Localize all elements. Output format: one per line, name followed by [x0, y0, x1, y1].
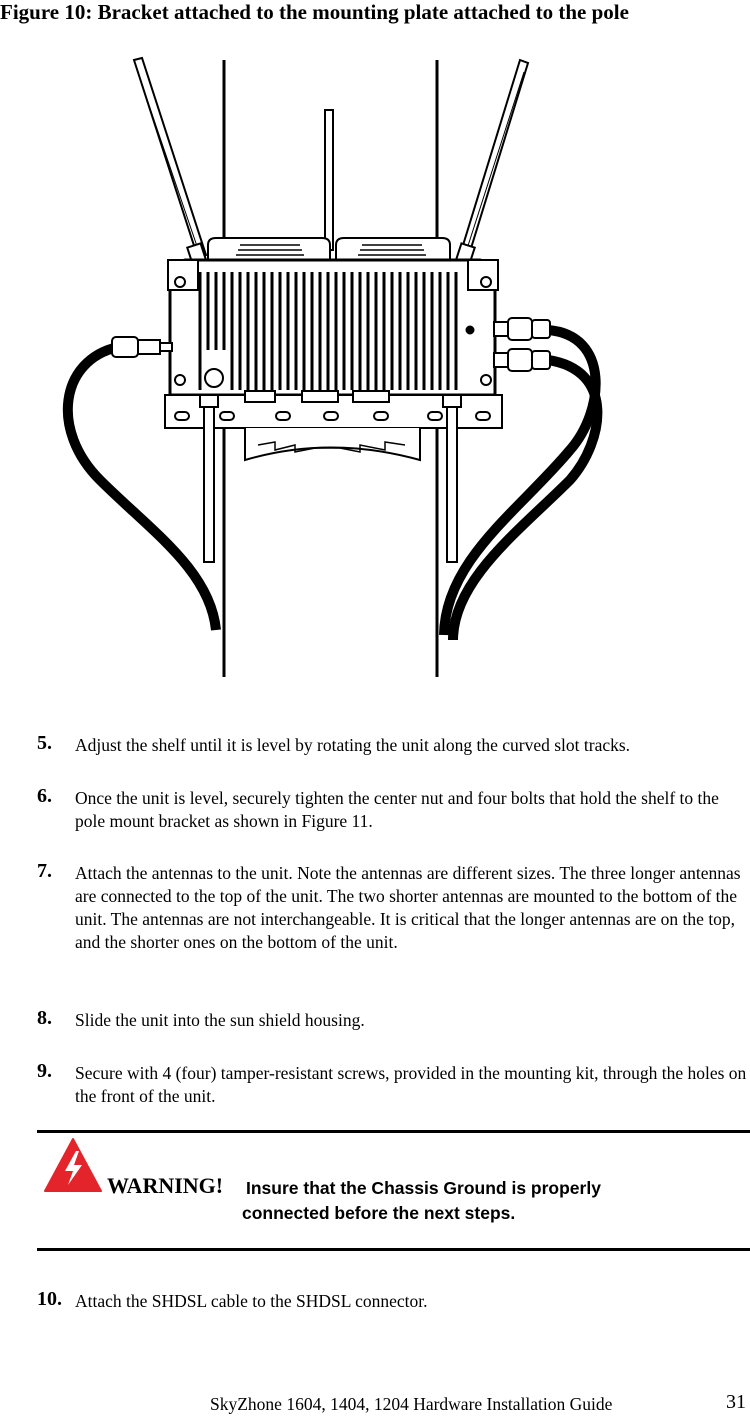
warning-box [43, 1137, 743, 1227]
step-number: 7. [37, 860, 52, 882]
page-number: 31 [726, 1391, 746, 1413]
step-text: Once the unit is level, securely tighten the center nut and four bolts that hold the shelf to the pole mount bracket as shown in Figure 11. [75, 788, 719, 831]
figure-title: Figure 10: Bracket attached to the mounting plate attached to the pole [0, 0, 629, 24]
step-number: 6. [37, 785, 52, 807]
antenna-top-right [455, 60, 528, 267]
antenna-top-left [134, 58, 207, 267]
antenna-top-center [325, 110, 333, 250]
step-text: Secure with 4 (four) tamper-resistant screws, provided in the mounting kit, through the holes on the front of the unit. [75, 1063, 747, 1106]
step-number: 5. [37, 732, 52, 754]
step-text: Slide the unit into the sun shield housing. [75, 1010, 365, 1030]
step-number: 8. [37, 1007, 52, 1029]
warning-bottom-rule [37, 1248, 750, 1251]
warning-message-line2: connected before the next steps. [242, 1203, 516, 1223]
warning-label: WARNING! [107, 1173, 224, 1198]
lightning-warning-icon [43, 1137, 103, 1193]
step-number: 9. [37, 1060, 52, 1082]
step-text: Attach the antennas to the unit. Note the antennas are different sizes. The three longer antennas are connected to the top of the unit. The two shorter antennas are mounted to the bottom of the unit. The antennas are not interchangeable. It is critical that the longer antennas are on the top, and the shorter ones on the bottom of the unit. [75, 863, 741, 952]
step-text: Attach the SHDSL cable to the SHDSL connector. [75, 1291, 428, 1311]
footer-doc-title: SkyZhone 1604, 1404, 1204 Hardware Installation Guide [210, 1394, 613, 1414]
warning-top-rule [37, 1130, 750, 1133]
connector-left [112, 337, 172, 357]
step-text: Adjust the shelf until it is level by rotating the unit along the curved slot tracks. [75, 735, 631, 755]
warning-message-line1: Insure that the Chassis Ground is properly [246, 1178, 601, 1198]
connector-right [494, 318, 550, 371]
step-number: 10. [37, 1288, 62, 1310]
figure-illustration [40, 50, 680, 685]
